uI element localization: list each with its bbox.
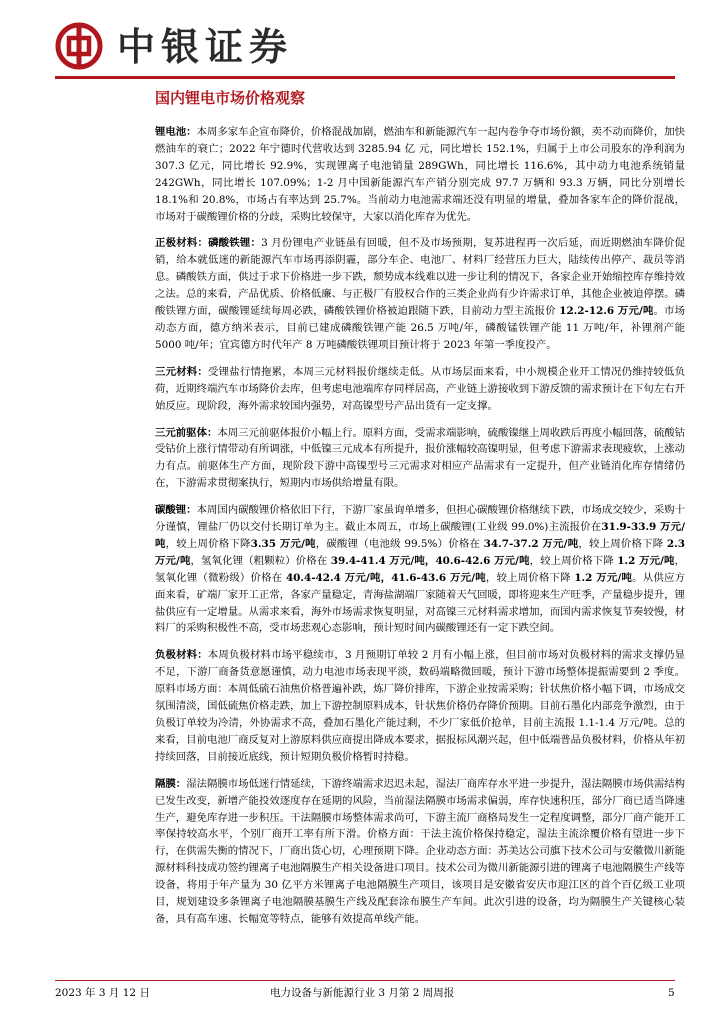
paragraph-text: 。从供应方面来看，矿端厂家开工正常，各家产量稳定，青海盐湖端厂家随着天气回暖，即将迎来生产旺季，产量稳步提升，锂盐供应有一定增量。从需求来看，海外市场需求恢复明显，对高镍三元材料需求增加，而国内需求恢复节奏较慢，材料厂的采购积极性不高，受市场悲观心态影响，预计短时间内碳酸锂还有一定下跌空间。 [155,571,685,635]
price-highlight: 40.4-42.4 万元/吨，41.6-43.6 万元/吨 [285,571,486,584]
paragraph [155,124,685,225]
paragraph-text: 本周国内碳酸锂价格依旧下行，下游厂家虽询单增多，但担心碳酸锂价格继续下跌，市场成交较少，采购十分谨慎，锂盐厂仍以交付长期订单为主。截止本周五，市场上碳酸锂(工业级 99.0%)主流报价在 [155,504,686,534]
paragraph-text: 本周负极材料市场平稳续市，3 月预期订单较 2 月有小幅上涨，但目前市场对负极材料的需求支撑仍显不足，下游厂商备货意愿谨慎，动力电池市场表现平淡，数码端略微回暖，预计下游市场整体提振需要到 2 季度。原料市场方面：本周低硫石油焦价格普遍补跌，炼厂降价排库，下游企业按需采购；针状焦价格小幅下调，市场成交氛围清淡，国低硫焦价格走跌，加上下游控制原料成本，针状焦价格仍存降价预期。目前石墨化内部竞争激烈，由于负极订单较为冷清，外协需求不高，叠加石墨化产能过剩，不少厂家低价抢单，目前主流报 1.1-1.4 万元/吨。总的来看，目前电池厂商反复对上游原料供应商提出降成本要求，据报标风潮兴起，但中低端普品负极材料，价格从年初持续回落，目前接近底线，预计短期负极价格暂时持稳。 [155,649,685,763]
paragraph-text: 。市场动态方面，德方纳米表示，目前已建成磷酸铁锂产能 26.5 万吨/年，磷酸锰铁锂产能 11 万吨/年，补锂剂产能 5000 吨/年；宜宾德方时代年产 8 万吨磷酸铁锂项目预计将于 2023 年第一季度投产。 [155,305,685,351]
paragraph-text: ，较上周价格下降 [165,537,251,550]
paragraph-text: 本周多家车企宣布降价，价格混战加剧，燃油车和新能源汽车一起内卷争夺市场份额，卖不动而降价，加快燃油车的衰亡；2022 年宁德时代营收达到 3285.94 亿 元，同比增长 152.1%，归属于上市公司股东的净利润为 307.3 亿元，同比增长 92.9%，实现锂离子电池销量 289GWh，同比增长 116.6%，其中动力电池系统销量 242GWh，同比增长 107.09%；1-2 月中国新能源汽车产销分别完成 97.7 万辆和 93.3 万辆，同比分别增长 18.1%和 20.8%，市场占有率达到 25.7%。当前动力电池需求端还没有明显的增量，叠加各家车企的降价混战，市场对于碳酸锂价格的分歧，采购比较保守，大家以消化库存为优先。 [155,126,686,223]
paragraph-lead: 负极材料： [155,649,208,662]
paragraph-lead: 隔膜： [155,777,187,790]
paragraph [155,425,685,493]
price-highlight: 2.3 万元/吨 [155,537,685,567]
paragraph-lead: 正极材料：磷酸铁锂： [155,237,262,250]
paragraph [155,235,685,353]
paragraph [155,776,685,928]
brand-name: 中银证券 [117,25,294,69]
paragraph-text: ，氢氧化锂（微粉级）价格在 [155,554,685,584]
paragraph-lead: 三元前驱体： [155,426,218,439]
paragraph-text: ，较上周价格下降 [529,554,618,567]
paragraph-text: ，碳酸锂（电池级 99.5%）价格在 [315,537,484,550]
price-highlight: 12.2-12.6 万元/吨 [559,305,654,318]
paragraph-text: ，氢氧化锂（粗颗粒）价格在 [190,554,331,567]
price-highlight: 3.35 万元/吨 [250,537,316,550]
paragraph-text: ，较上周价格下降 [485,571,575,584]
page-number: 5 [668,987,675,999]
paragraph-lead: 碳酸锂： [155,504,197,517]
paragraph [155,502,685,637]
paragraph-text: 湿法隔膜市场低迷行情延续，下游终端需求迟迟未起，湿法厂商库存水平进一步提升，湿法隔膜市场供需结构已发生改变，新增产能投效逐度存在延期的风险，当前湿法隔膜市场需求偏弱，库存快速积压，部分厂商已适当降速生产，避免库存进一步积压。干法隔膜市场整体需求尚可，下游主流厂商格局发生一定程度调整，部分厂商产能开工率保持较高水平，个别厂商开工率有所下滑。价格方面：干法主流价格保持稳定，湿法主流涂覆价格有望进一步下行，在供需失衡的情况下，厂商出货心切，心理预期下降。企业动态方面：苏美达公司旗下技术公司与安徽微川新能源材料科技成功签约锂离子电池隔膜生产相关设备进口项目。技术公司为微川新能源引进的锂离子电池隔膜生产线等设备，将用于年产量为 30 亿平方米锂离子电池隔膜生产项目，该项目是安徽省安庆市迎江区的首个百亿级工业项目，规划建设多条锂离子电池隔膜基膜生产线及配套涂布膜生产车间。此次引进的设备，均为隔膜生产关键核心装备，具有高车速、长幅宽等特点，能够有效提高单线产能。 [155,777,686,925]
footer-report-title: 电力设备与新能源行业 3 月第 2 周周报 [270,987,455,999]
paragraph-text: 本周三元前驱体报价小幅上行。原料方面，受需求端影响，硫酸镍继上周收跌后再度小幅回落，硫酸钴受钴价上涨行情带动有所调涨，中低镍三元成本有所提升，报价涨幅较高镍明显，但考虑下游需求表现疲软，上涨动力有点。前驱体生产方面，现阶段下游中高镍型号三元需求对相应产品需求有一定提升，但产业链消化库存情绪仍在，下游需求贯彻案执行，短期内市场供给增量有限。 [155,426,686,490]
price-highlight: 31.9-33.9 万元/吨 [155,521,685,550]
footer-divider [55,980,675,981]
price-highlight: 1.2 万元/吨 [574,571,633,584]
header-divider [55,76,675,79]
paragraph-text: 3 月份锂电产业链虽有回暖，但不及市场预期，复苏进程再一次后延，而近期燃油车降价促销，给本就低迷的新能源汽车市场再添阴霾，部分车企、电池厂、材料厂经营压力巨大，陆续传出停产、裁员等消息。磷酸铁方面，供过于求下价格进一步下跌，颓势成本线难以进一步让利的情况下，各家企业开始缩控库存维持效之法。总的来看，产品优质、价格低廉、与正极厂有股权合作的三类企业尚有少许需求订单，其他企业被迫停摆。磷酸铁锂方面，碳酸锂延续每周必跌，磷酸铁锂价格被迫跟随下跌，目前动力型主流报价 [155,237,685,318]
price-highlight: 34.7-37.2 万元/吨 [483,537,579,550]
paragraph-text: ，较上周价格下降 [578,537,667,550]
bank-of-china-logo-icon [55,22,103,70]
paragraph-text: 受锂盐行情拖累，本周三元材料报价继续走低。从市场层面来看，中小规模企业开工情况仍维持较低负荷，近期终端汽车市场降价去库，但考虑电池端库存同样居高，产业链上游接收到下游反馈的需求预计在下旬左右开始反应。现阶段，海外需求较国内强势，对高镍型号产品出货有一定支撑。 [155,365,686,412]
paragraph-lead: 锂电池： [155,126,197,138]
paragraph [155,647,685,765]
price-highlight: 39.4-41.4 万元/吨，40.6-42.6 万元/吨 [330,554,530,567]
page-header [55,22,675,80]
paragraph-lead: 三元材料： [155,365,209,378]
footer-date: 2023 年 3 月 12 日 [55,987,150,999]
report-body [155,124,685,938]
price-highlight: 1.2 万元/吨 [617,554,675,567]
section-title: 国内锂电市场价格观察 [155,89,306,107]
paragraph [155,364,685,415]
